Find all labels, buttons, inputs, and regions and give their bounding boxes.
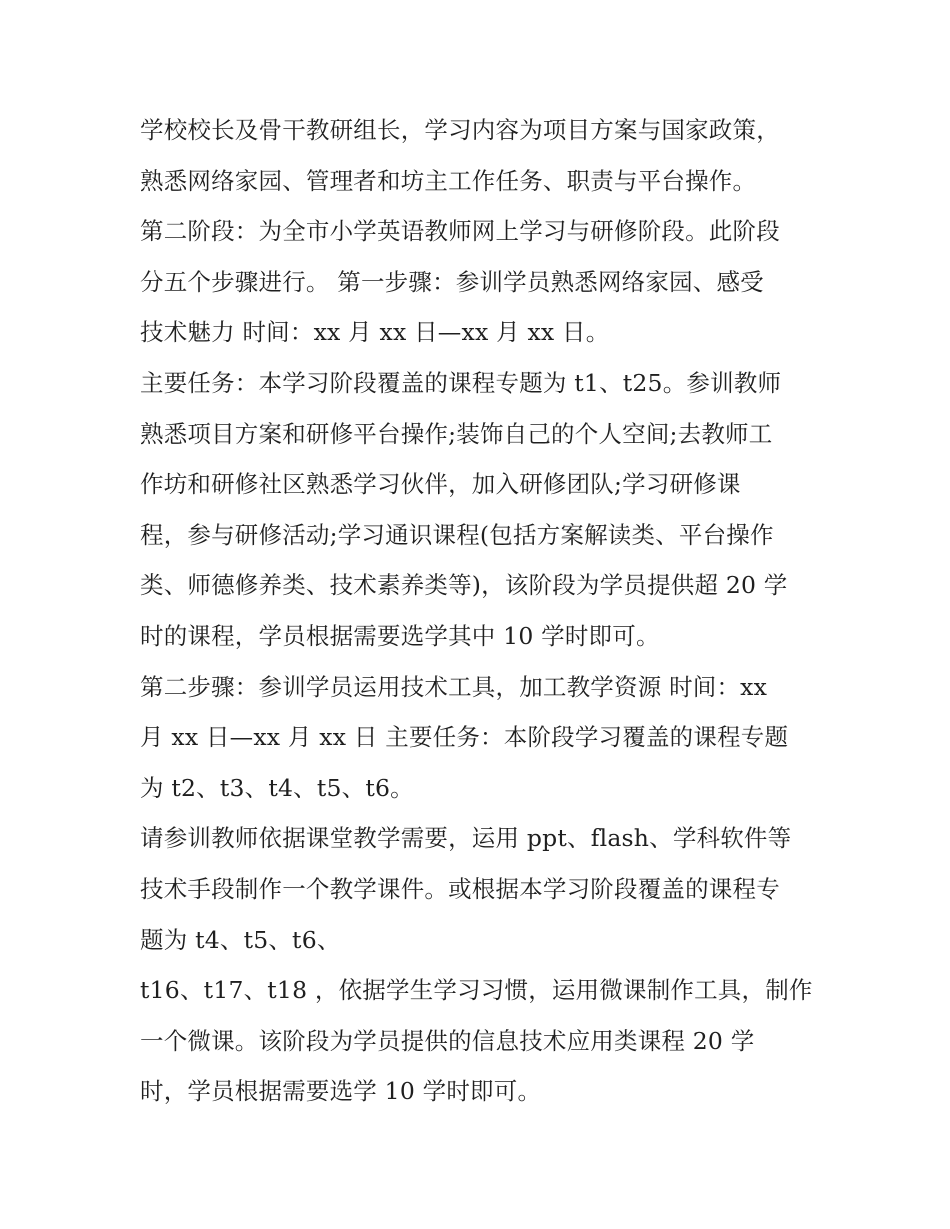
text-line: 时，学员根据需要选学 10 学时即可。 <box>140 1077 542 1105</box>
text-line: 学校校长及骨干教研组长，学习内容为项目方案与国家政策， <box>140 116 780 144</box>
text-line: 作坊和研修社区熟悉学习伙伴，加入研修团队;学习研修课 <box>140 470 741 498</box>
text-line: 时的课程，学员根据需要选学其中 10 学时即可。 <box>140 622 660 650</box>
text-line: 第二步骤：参训学员运用技术工具，加工教学资源 时间：xx <box>140 673 768 701</box>
text-line: 类、师德修养类、技术素养类等)，该阶段为学员提供超 20 学 <box>140 571 788 599</box>
text-line: t16、t17、t18 ，依据学生学习习惯，运用微课制作工具，制作 <box>140 976 813 1004</box>
text-line: 为 t2、t3、t4、t5、t6。 <box>140 774 414 802</box>
text-line: 熟悉网络家园、管理者和坊主工作任务、职责与平台操作。 <box>140 167 757 195</box>
text-line: 分五个步骤进行。 第一步骤：参训学员熟悉网络家园、感受 <box>140 268 764 296</box>
text-line: 一个微课。该阶段为学员提供的信息技术应用类课程 20 学 <box>140 1027 755 1055</box>
text-line: 题为 t4、t5、t6、 <box>140 926 341 954</box>
text-line: 第二阶段：为全市小学英语教师网上学习与研修阶段。此阶段 <box>140 217 780 245</box>
text-line: 技术手段制作一个教学课件。或根据本学习阶段覆盖的课程专 <box>140 875 780 903</box>
text-line: 请参训教师依据课堂教学需要，运用 ppt、flash、学科软件等 <box>140 824 792 852</box>
text-line: 技术魅力 时间：xx 月 xx 日—xx 月 xx 日。 <box>140 318 610 346</box>
text-line: 月 xx 日—xx 月 xx 日 主要任务：本阶段学习覆盖的课程专题 <box>140 723 789 751</box>
text-line: 熟悉项目方案和研修平台操作;装饰自己的个人空间;去教师工 <box>140 420 773 448</box>
text-line: 主要任务：本学习阶段覆盖的课程专题为 t1、t25。参训教师 <box>140 369 782 397</box>
text-line: 程，参与研修活动;学习通识课程(包括方案解读类、平台操作 <box>140 521 774 549</box>
